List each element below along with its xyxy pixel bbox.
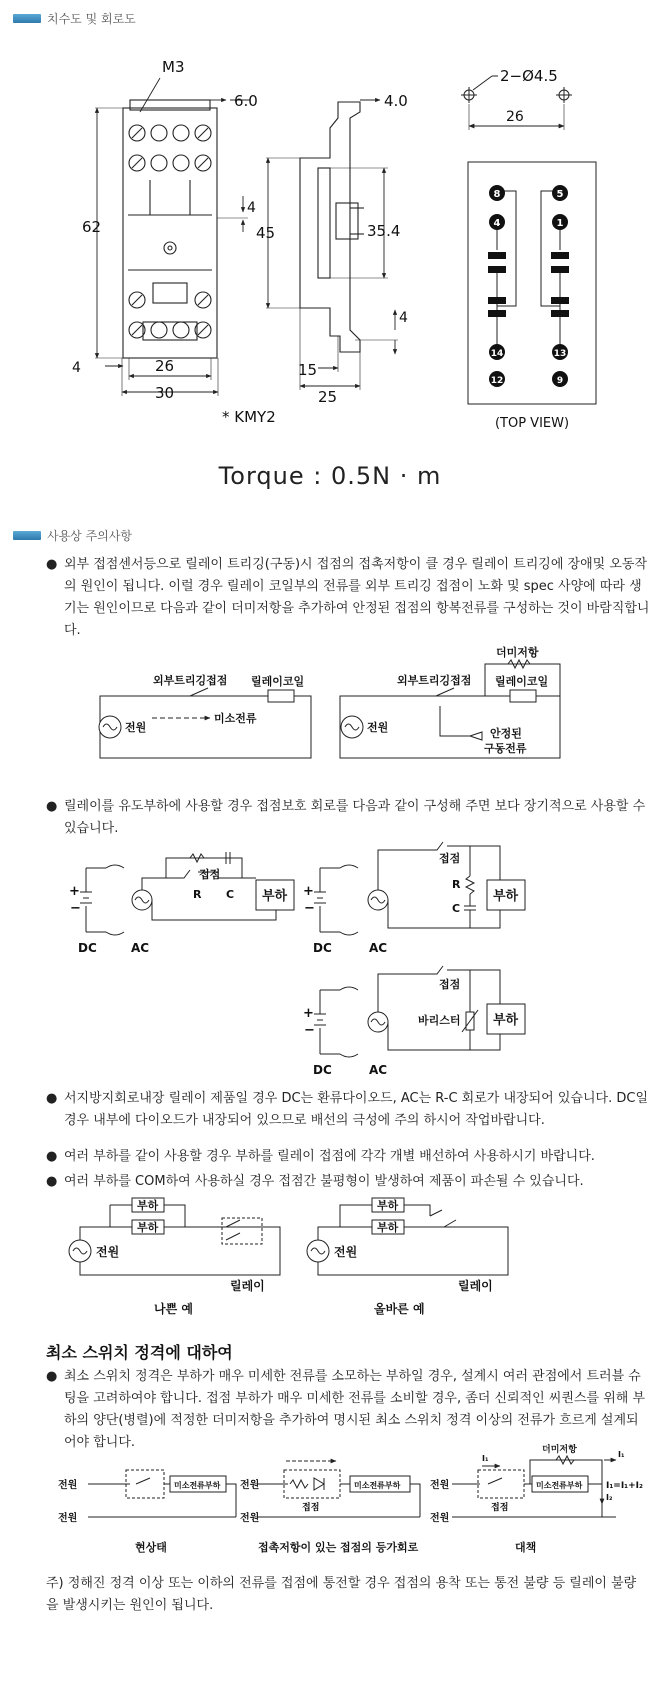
label-ac-b: AC	[369, 941, 388, 955]
dim-26b: 26	[506, 109, 524, 125]
label-contact: 접점	[199, 868, 221, 881]
socket-side-view	[266, 100, 401, 390]
label-c-b: C	[452, 902, 461, 915]
label-relay: 릴레이	[230, 1279, 265, 1293]
dim-30: 30	[155, 384, 175, 402]
footnote: 주) 정해진 정격 이상 또는 이하의 전류를 접점에 통전할 경우 접점의 용착 또는 통전 불량 등 릴레이 불량을 발생시키는 원인이 됩니다.	[46, 1576, 637, 1613]
bullet-icon: ●	[46, 1369, 58, 1384]
label-r-b: R	[452, 878, 461, 891]
label-i1b: I₁	[618, 1450, 625, 1459]
bullet-icon: ●	[46, 799, 58, 814]
dim-4c: 4	[399, 310, 408, 326]
label-power-i: 전원	[430, 1480, 450, 1491]
label-formula: I₁=I₁+I₂	[606, 1481, 643, 1491]
label-coil-b: 릴레이코일	[495, 675, 549, 688]
pin-markers	[489, 185, 568, 387]
label-ext-contact: 외부트리깅접점	[153, 674, 228, 687]
label-good-example: 올바른 예	[374, 1302, 425, 1316]
label-ac-c: AC	[369, 1063, 388, 1077]
label-r: R	[193, 888, 202, 901]
bullet-icon: ●	[46, 1091, 58, 1106]
pin-5: 5	[556, 189, 564, 200]
label-relay-b: 릴레이	[458, 1279, 493, 1293]
bullet-icon: ●	[46, 1174, 58, 1189]
label-stable-1: 안정된	[490, 727, 522, 740]
label-contact-b: 접점	[439, 852, 461, 865]
bullet-1: ● 외부 접점센서등으로 릴레이 트리깅(구동)시 접점의 접촉저항이 클 경우 릴레이 트리깅에 장애및 오동작의 원인이 됩니다. 이럴 경우 릴레이 코일부의 전류를 외부 트리깅 접점이 노화 및 spec 사양에 따라 생기는 원인이므로 다음과 같이 더미저항을 추가하여 안정된 접점의 항복전류를 구성하는 것이 바람직합니다.	[46, 554, 650, 642]
circuit-solution	[452, 1456, 616, 1517]
dim-25: 25	[318, 388, 338, 406]
label-ac: AC	[131, 941, 150, 955]
label-dc-b: DC	[313, 941, 332, 955]
bullet-icon: ●	[46, 557, 58, 572]
label-power-b: 전원	[367, 721, 389, 734]
dim-6: 6.0	[234, 92, 258, 110]
label-contact-e: 접점	[491, 1503, 509, 1513]
pin-12: 12	[490, 376, 504, 386]
dim-4-0: 4.0	[384, 92, 408, 110]
label-minus-b: −	[304, 901, 315, 916]
label-i1: I₁	[482, 1454, 489, 1463]
label-load-2: 부하	[137, 1221, 159, 1234]
label-current-state: 현상태	[135, 1541, 167, 1554]
label-varistor: 바리스터	[418, 1014, 461, 1027]
model-label: * KMY2	[222, 408, 276, 426]
label-contact-d: 접점	[302, 1503, 320, 1513]
label-bad-example: 나쁜 예	[154, 1302, 193, 1316]
bullet-icon: ●	[46, 1149, 58, 1164]
label-dummy-resistor: 더미저항	[496, 646, 539, 659]
label-dummy-resistor-b: 더미저항	[542, 1445, 577, 1455]
label-solution: 대책	[515, 1541, 537, 1554]
label-micro-current: 미소전류	[214, 712, 257, 725]
label-load: 부하	[262, 889, 288, 904]
pin-4: 4	[493, 218, 501, 229]
label-dc-c: DC	[313, 1063, 332, 1077]
dim-4a: 4	[247, 200, 256, 216]
label-power-j: 전원	[430, 1513, 450, 1524]
torque-spec: Torque : 0.5N · m	[218, 462, 442, 490]
bullet-6: ● 최소 스위치 정격은 부하가 매우 미세한 전류를 소모하는 부하일 경우, 설계시 여러 관점에서 트러블 슈팅을 고려하여야 합니다. 접점 부하가 매우 미세한 전류를 소비할 경우, 좀더 신뢰적인 씨퀀스를 위해 부하의 양단(병렬)에 적정한 더미저항을 추가하여 명시된 최소 스위치 정격 이상의 전류가 흐르게 설계되어야 합니다.	[46, 1366, 650, 1454]
label-micro-load-b: 미소전류부하	[354, 1481, 401, 1490]
label-power-f: 전원	[58, 1513, 78, 1524]
label-i2: I₂	[606, 1493, 613, 1502]
circuit-good-example	[307, 1198, 508, 1275]
section-title: 치수도 및 회로도	[47, 12, 136, 26]
pin-1: 1	[556, 218, 564, 229]
min-rating-title: 최소 스위치 정격에 대하여	[46, 1343, 233, 1362]
label-load-b: 부하	[493, 889, 519, 904]
label-ext-contact-b: 외부트리깅접점	[397, 674, 472, 687]
label-coil: 릴레이코일	[251, 675, 305, 688]
label-power-h: 전원	[240, 1513, 260, 1524]
label-power-d: 전원	[334, 1245, 358, 1259]
coil-contacts	[488, 252, 569, 317]
hole-dim: 2−Ø4.5	[500, 67, 558, 85]
label-load-3: 부하	[377, 1199, 399, 1212]
label-load-c: 부하	[493, 1013, 519, 1028]
section-title: 사용상 주의사항	[47, 529, 132, 543]
label-power-c: 전원	[96, 1245, 120, 1259]
dim-26: 26	[155, 357, 175, 375]
label-micro-load: 미소전류부하	[174, 1481, 221, 1490]
bullet-4: ● 여러 부하를 같이 사용할 경우 부하를 릴레이 접점에 각각 개별 배선하여 사용하시기 바랍니다.	[46, 1146, 650, 1168]
pin-8: 8	[493, 189, 501, 200]
circuit-current-state	[88, 1470, 236, 1517]
label-stable-2: 구동전류	[484, 742, 527, 755]
label-power-g: 전원	[240, 1480, 260, 1491]
pin-13: 13	[553, 349, 567, 359]
label-minus: −	[70, 901, 81, 916]
label-dc: DC	[78, 941, 97, 955]
bullet-2: ● 릴레이를 유도부하에 사용할 경우 접점보호 회로를 다음과 같이 구성해 주면 보다 장기적으로 사용할 수 있습니다.	[46, 796, 650, 840]
label-contact-c: 접점	[439, 978, 461, 991]
label-c: C	[226, 888, 235, 901]
dim-m3: M3	[162, 58, 185, 76]
top-view-label: (TOP VIEW)	[494, 416, 570, 431]
label-power: 전원	[125, 721, 147, 734]
label-equivalent: 접촉저항이 있는 접점의 등가회로	[258, 1541, 419, 1554]
dim-45: 45	[256, 224, 276, 242]
label-load-4: 부하	[377, 1221, 399, 1234]
dim-62: 62	[82, 218, 102, 236]
label-micro-load-c: 미소전류부하	[536, 1481, 583, 1490]
bullet-3: ● 서지방지회로내장 릴레이 제품일 경우 DC는 환류다이오드, AC는 R-C 회로가 내장되어 있습니다. DC일 경우 내부에 다이오드가 내장되어 있으므로 배선의 극성에 주의 하시어 작업바랍니다.	[46, 1088, 650, 1132]
label-load-1: 부하	[137, 1199, 159, 1212]
label-power-e: 전원	[58, 1480, 78, 1491]
circuit-varistor	[314, 966, 525, 1057]
dim-35-4: 35.4	[367, 222, 401, 240]
label-minus-c: −	[304, 1023, 315, 1038]
top-view-schematic	[468, 162, 596, 404]
bullet-5: ● 여러 부하를 COM하여 사용하실 경우 접점간 불평형이 발생하여 제품이 파손될 수 있습니다.	[46, 1171, 650, 1193]
socket-front-view	[95, 78, 250, 396]
dim-15: 15	[298, 361, 318, 379]
circuit-bad-example	[69, 1198, 280, 1275]
dim-4b: 4	[72, 360, 81, 376]
pin-9: 9	[556, 376, 564, 386]
pin-14: 14	[490, 349, 504, 359]
label-plus-b: +	[303, 884, 314, 899]
label-plus-c: +	[303, 1006, 314, 1021]
label-plus: +	[69, 884, 80, 899]
